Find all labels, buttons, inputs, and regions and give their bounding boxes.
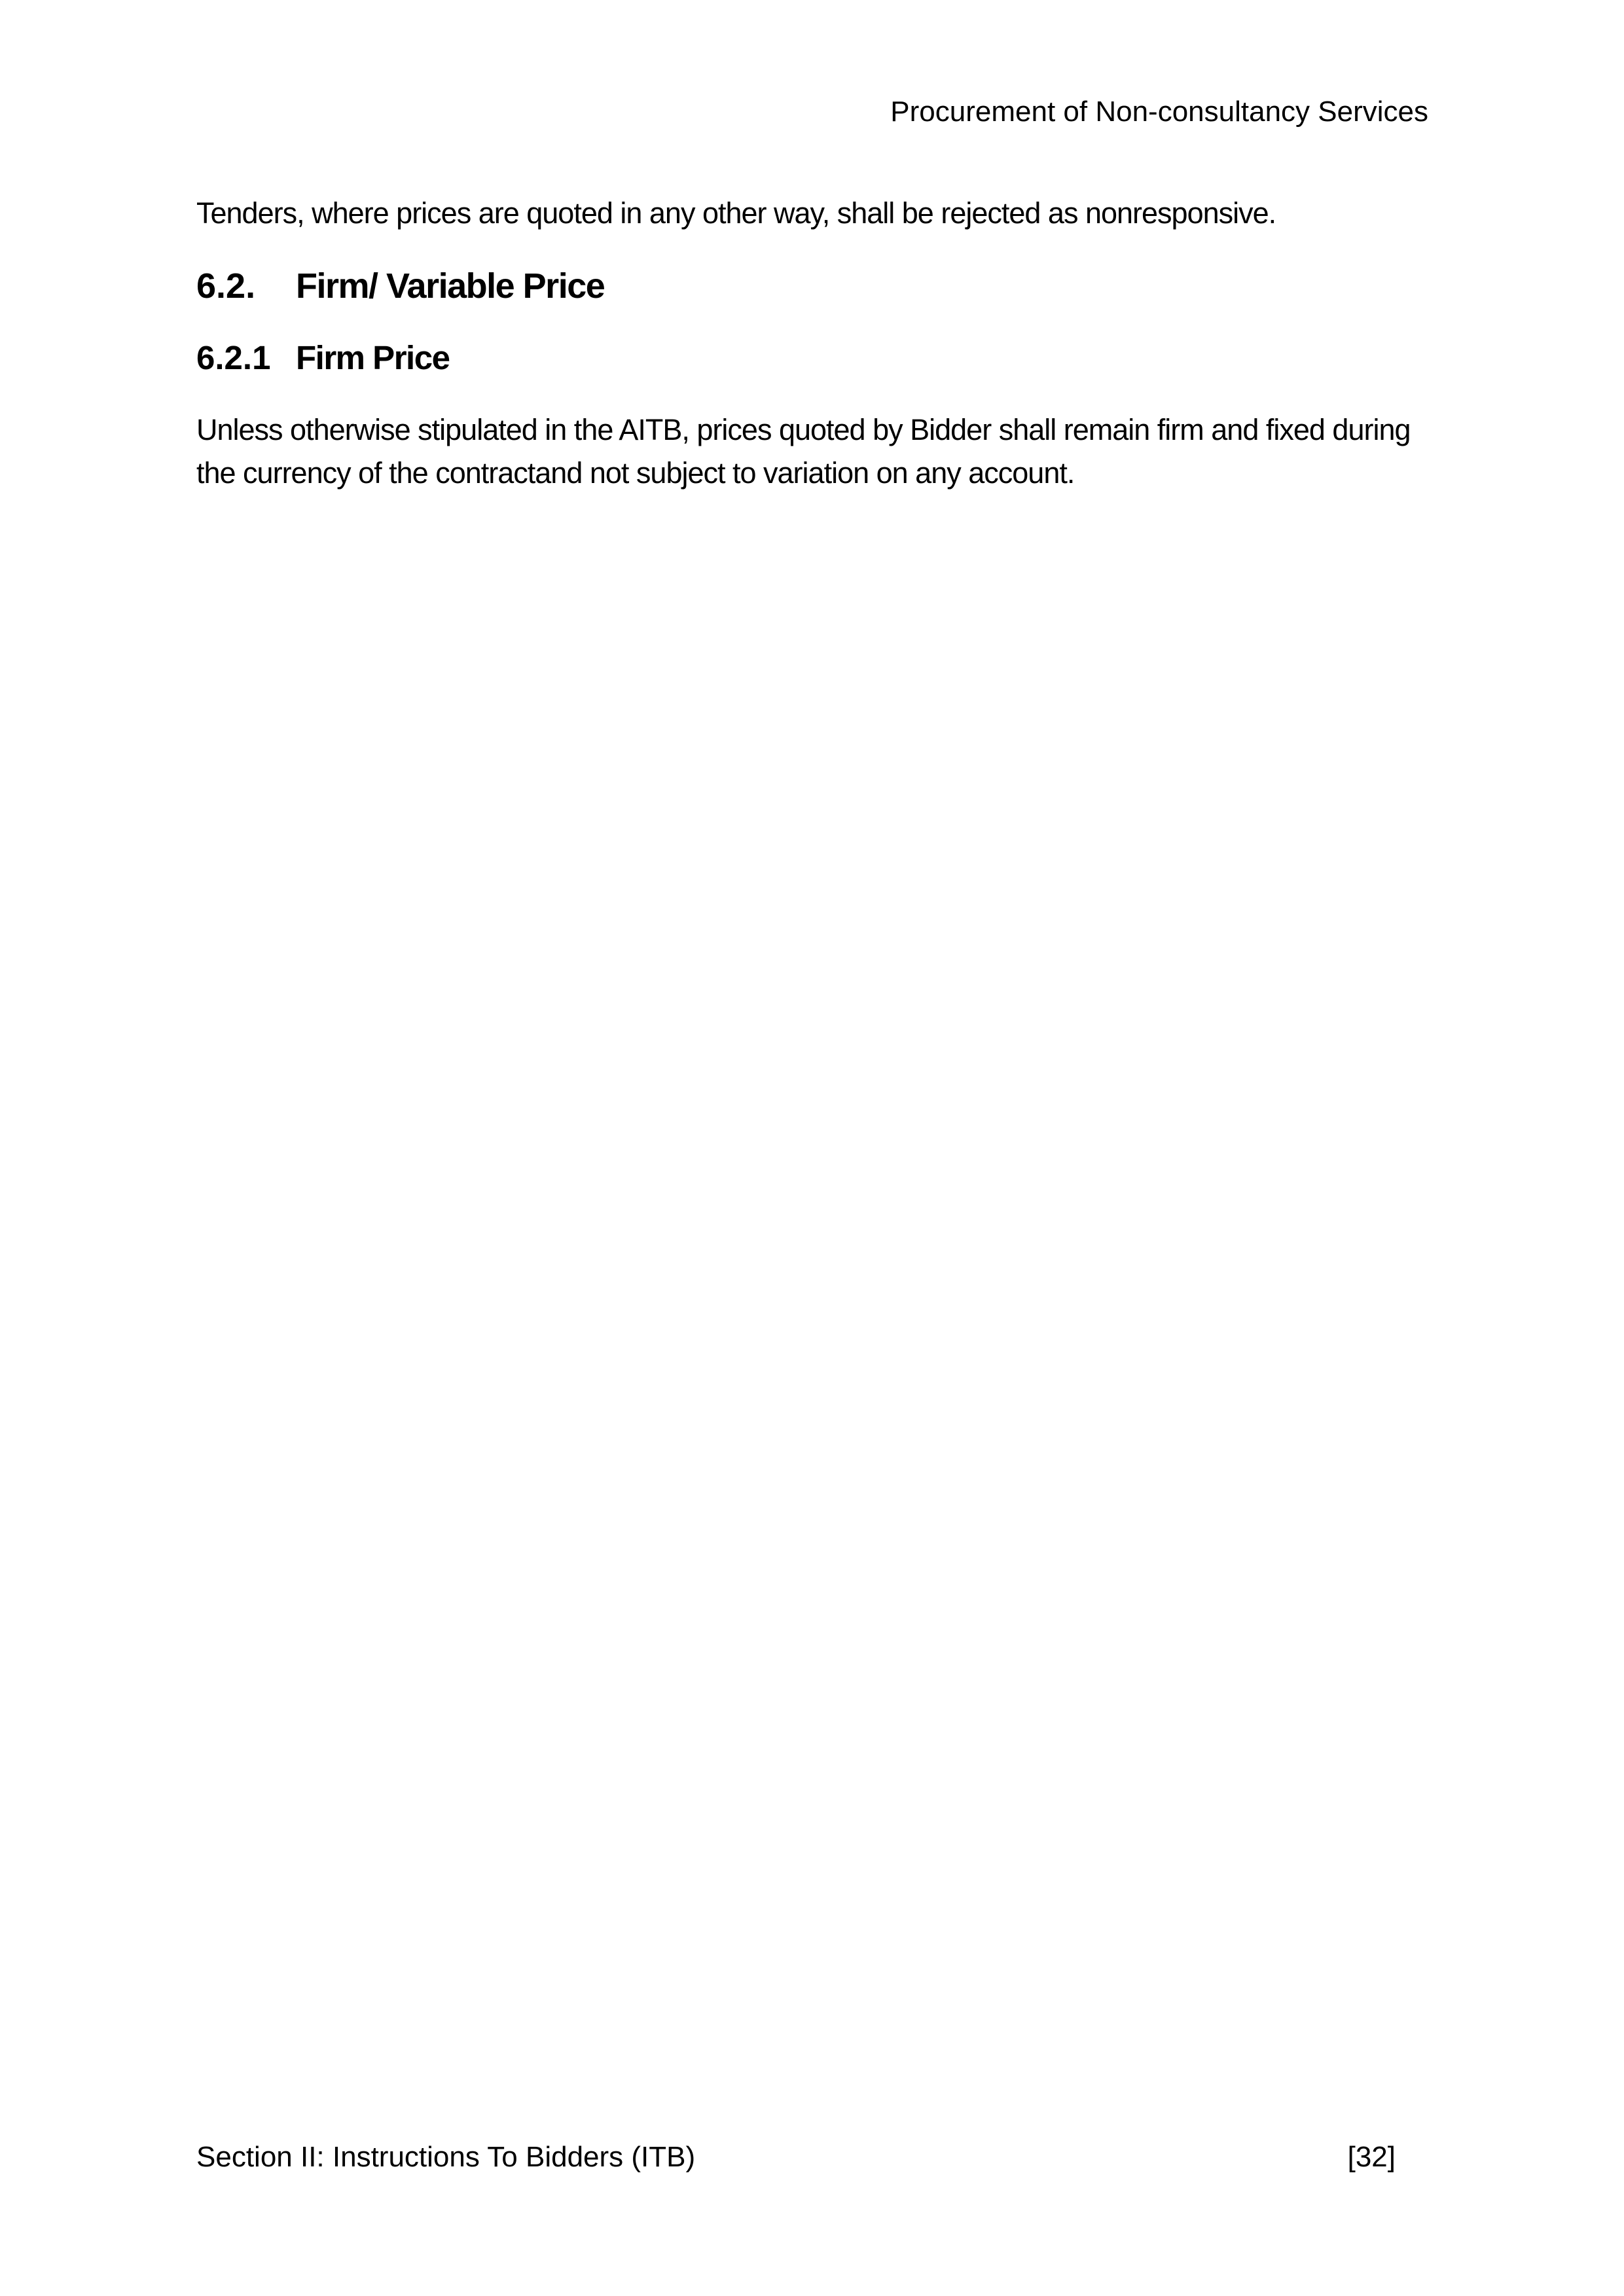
- page-footer: [196, 2141, 1396, 2174]
- paragraph-firm-price: [196, 408, 1411, 495]
- paragraph-firm-price-line-2: the currency of the contractand not subject to variation on any account.: [196, 456, 1075, 490]
- heading-6-2-1: [196, 339, 449, 378]
- running-title: Procurement of Non-consultancy Services: [890, 96, 1428, 128]
- paragraph-tenders-rejection: Tenders, where prices are quoted in any other way, shall be rejected as nonresponsive.: [196, 196, 1276, 230]
- heading-6-2: [196, 266, 604, 306]
- paragraph-firm-price-line-1: Unless otherwise stipulated in the AITB, prices quoted by Bidder shall remain firm and fixed during: [196, 413, 1411, 446]
- heading-6-2-title: Firm/ Variable Price: [296, 266, 605, 306]
- footer-page-number: [32]: [1347, 2141, 1396, 2173]
- heading-6-2-number: 6.2.: [196, 266, 256, 306]
- footer-section-label: Section II: Instructions To Bidders (ITB): [196, 2141, 696, 2173]
- page-header: [196, 96, 1428, 129]
- heading-6-2-1-title: Firm Price: [296, 339, 450, 376]
- heading-6-2-1-number: 6.2.1: [196, 339, 271, 376]
